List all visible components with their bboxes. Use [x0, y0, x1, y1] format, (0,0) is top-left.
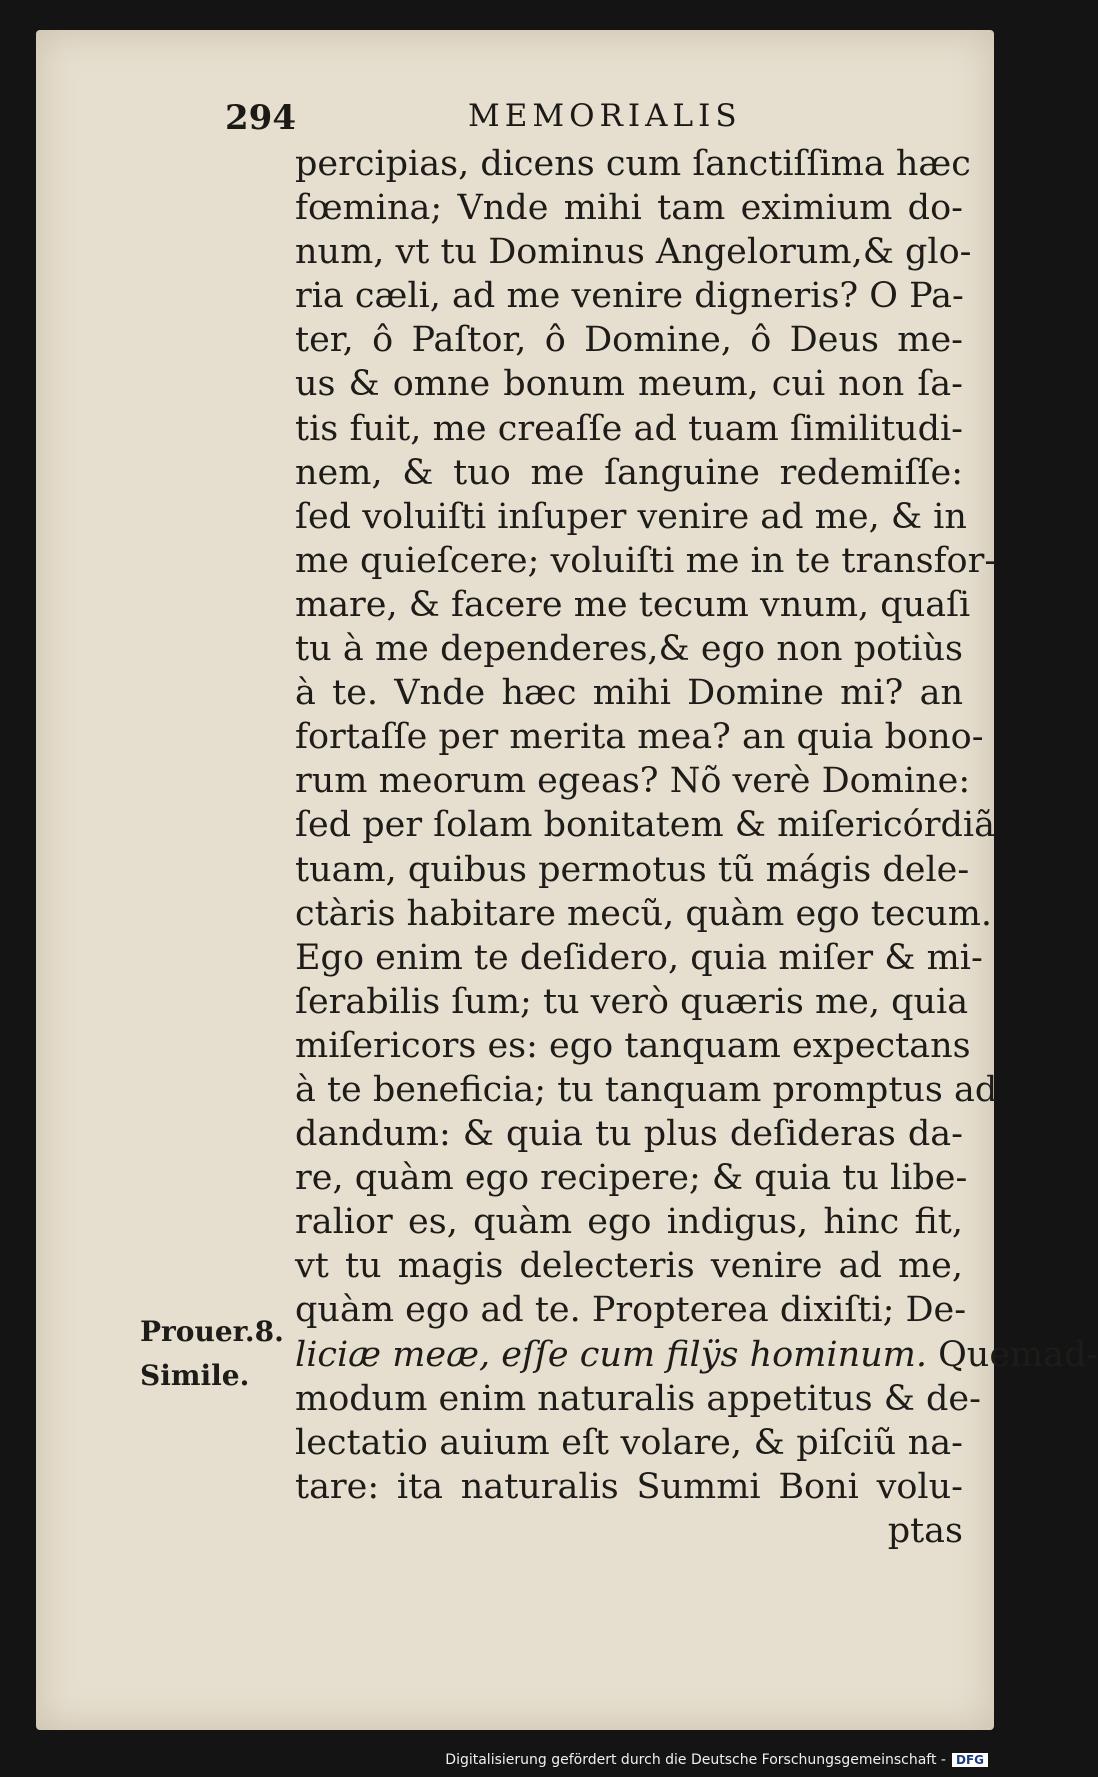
- margin-note-reference: Prouer.8.: [140, 1315, 284, 1348]
- catchword: ptas: [887, 1510, 963, 1551]
- text-line: ſed per ſolam bonitatem & miſericórdiã: [295, 805, 995, 846]
- digitization-credit: [0, 1752, 988, 1776]
- margin-notes: [140, 1310, 284, 1398]
- text-line: à te beneficia; tu tanquam promptus ad: [295, 1069, 998, 1110]
- text-line: modum enim naturalis appetitus & de-: [295, 1378, 981, 1419]
- text-line: vt tu magis delecteris venire ad me,: [295, 1246, 963, 1287]
- dfg-logo-icon: DFG: [952, 1753, 988, 1767]
- margin-note-simile: Simile.: [140, 1359, 250, 1393]
- text-line: ſerabilis ſum; tu verò quæris me, quia: [295, 981, 969, 1022]
- text-line: percipias, dicens cum ſanctiſſima hæc: [295, 144, 971, 184]
- page-number: 294: [225, 98, 296, 138]
- text-line: miſericors es: ego tanquam expectans: [295, 1025, 971, 1066]
- text-line: tare: ita naturalis Summi Boni volu-: [295, 1466, 963, 1507]
- text-line: us & omne bonum meum, cui non ſa-: [295, 364, 963, 405]
- text-line: me quieſcere; voluiſti me in te transfor-: [295, 540, 997, 581]
- text-line: Ego enim te deſidero, quia miſer & mi-: [295, 937, 983, 978]
- text-line: ſed voluiſti inſuper venire ad me, & in: [295, 496, 967, 537]
- text-line-mixed: [295, 1333, 1098, 1377]
- running-head: MEMORIALIS: [468, 98, 742, 134]
- page-header: [0, 90, 1000, 140]
- text-line: num, vt tu Dominus Angelorum,& glo-: [295, 232, 972, 273]
- text-line: à te. Vnde hæc mihi Domine mi? an: [295, 673, 963, 714]
- text-line: mare, & facere me tecum vnum, quaſi: [295, 584, 971, 625]
- italic-quotation: liciæ meæ, eſſe cum filÿs hominum.: [295, 1334, 927, 1375]
- text-line: tu à me dependeres,& ego non potiùs: [295, 629, 963, 670]
- text-line: rum meorum egeas? Nõ verè Domine:: [295, 761, 971, 802]
- text-line: re, quàm ego recipere; & quia tu libe-: [295, 1158, 968, 1199]
- text-line-rest: Quemad-: [926, 1334, 1098, 1375]
- body-text: [295, 142, 1098, 1553]
- text-line: fœmina; Vnde mihi tam eximium do-: [295, 188, 963, 229]
- credit-text: Digitalisierung gefördert durch die Deutsche Forschungsgemeinschaft -: [445, 1752, 946, 1768]
- text-line: quàm ego ad te. Propterea dixiſti; De-: [295, 1290, 967, 1331]
- text-line: ctàris habitare mecũ, quàm ego tecum.: [295, 893, 993, 934]
- text-line: tis fuit, me creaſſe ad tuam ſimilitudi-: [295, 408, 963, 449]
- text-line: nem, & tuo me ſanguine redemiſſe:: [295, 452, 963, 493]
- text-line: ter, ô Paſtor, ô Domine, ô Deus me-: [295, 320, 963, 361]
- text-line: tuam, quibus permotus tũ mágis dele-: [295, 849, 970, 890]
- text-line: lectatio auium eſt volare, & piſciũ na-: [295, 1422, 963, 1463]
- text-line: ralior es, quàm ego indigus, hinc fit,: [295, 1202, 963, 1243]
- text-line: ria cæli, ad me venire digneris? O Pa-: [295, 276, 964, 317]
- text-line: fortaſſe per merita mea? an quia bono-: [295, 717, 984, 758]
- text-line: dandum: & quia tu plus deſideras da-: [295, 1114, 963, 1155]
